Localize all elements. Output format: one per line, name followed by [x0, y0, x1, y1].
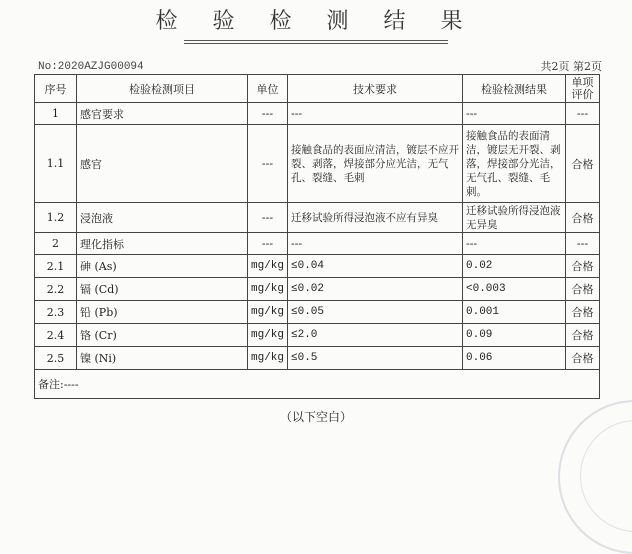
- cell-seq: 2.5: [35, 347, 77, 370]
- cell-result: 0.06: [463, 347, 566, 370]
- cell-unit: ---: [248, 103, 288, 125]
- cell-seq: 1.2: [35, 203, 77, 233]
- cell-seq: 1.1: [35, 125, 77, 203]
- cell-requirement: ≤0.5: [288, 347, 463, 370]
- report-number: No:2020AZJG00094: [38, 61, 144, 73]
- cell-evaluation: ---: [566, 233, 600, 255]
- table-row: [35, 255, 600, 278]
- cell-evaluation: 合格: [566, 347, 600, 370]
- cell-requirement: 迁移试验所得浸泡液不应有异臭: [288, 203, 463, 233]
- cell-item: 感官: [77, 125, 248, 203]
- cell-unit: mg/kg: [248, 347, 288, 370]
- cell-item: 铅 (Pb): [77, 301, 248, 324]
- cell-result: ---: [463, 233, 566, 255]
- header-unit: 单位: [248, 75, 288, 103]
- cell-evaluation: 合格: [566, 278, 600, 301]
- cell-requirement: ≤0.02: [288, 278, 463, 301]
- cell-item: 理化指标: [77, 233, 248, 255]
- header-evaluation: [566, 75, 600, 103]
- cell-seq: 2: [35, 233, 77, 255]
- cell-unit: ---: [248, 203, 288, 233]
- cell-item: 镍 (Ni): [77, 347, 248, 370]
- cell-requirement: ≤0.04: [288, 255, 463, 278]
- cell-unit: ---: [248, 233, 288, 255]
- cell-seq: 2.3: [35, 301, 77, 324]
- table-row: [35, 301, 600, 324]
- cell-result: 0.02: [463, 255, 566, 278]
- page-info: 共2页 第2页: [540, 60, 602, 73]
- table-row: [35, 233, 600, 255]
- table-row: [35, 103, 600, 125]
- cell-evaluation: ---: [566, 103, 600, 125]
- cell-result: 接触食品的表面清洁，镀层无开裂、剥落，焊接部分光洁，无气孔、裂缝、毛刺。: [463, 125, 566, 203]
- cell-result: <0.003: [463, 278, 566, 301]
- cell-item: 铬 (Cr): [77, 324, 248, 347]
- cell-requirement: 接触食品的表面应清洁，镀层不应开裂、剥落，焊接部分应光洁，无气孔、裂缝、毛刺: [288, 125, 463, 203]
- cell-requirement: ---: [288, 233, 463, 255]
- header-evaluation-line1: 单项: [571, 75, 594, 89]
- results-table: [34, 74, 600, 399]
- cell-item: 浸泡液: [77, 203, 248, 233]
- cell-result: 迁移试验所得浸泡液无异臭: [463, 203, 566, 233]
- header-seq: 序号: [35, 75, 77, 103]
- table-row: [35, 278, 600, 301]
- cell-requirement: ≤0.05: [288, 301, 463, 324]
- cell-item: 感官要求: [77, 103, 248, 125]
- cell-result: ---: [463, 103, 566, 125]
- cell-unit: mg/kg: [248, 255, 288, 278]
- cell-unit: ---: [248, 125, 288, 203]
- table-row: [35, 125, 600, 203]
- remarks-cell: 备注:----: [35, 370, 600, 399]
- cell-seq: 2.2: [35, 278, 77, 301]
- cell-unit: mg/kg: [248, 324, 288, 347]
- report-title: 检 验 检 测 结 果: [155, 9, 477, 34]
- cell-requirement: ≤2.0: [288, 324, 463, 347]
- cell-unit: mg/kg: [248, 301, 288, 324]
- cell-seq: 2.4: [35, 324, 77, 347]
- title-underline: [184, 40, 448, 41]
- table-row: [35, 203, 600, 233]
- cell-result: 0.09: [463, 324, 566, 347]
- remarks-row: [35, 370, 600, 399]
- cell-item: 镉 (Cd): [77, 278, 248, 301]
- table-header-row: [35, 75, 600, 103]
- title-underline-double: [184, 43, 448, 44]
- cell-evaluation: 合格: [566, 255, 600, 278]
- cell-seq: 1: [35, 103, 77, 125]
- table-row: [35, 324, 600, 347]
- header-requirement: 技术要求: [288, 75, 463, 103]
- cell-evaluation: 合格: [566, 324, 600, 347]
- end-note: （以下空白）: [279, 410, 352, 424]
- table-row: [35, 347, 600, 370]
- cell-unit: mg/kg: [248, 278, 288, 301]
- header-evaluation-line2: 评价: [571, 87, 594, 101]
- cell-item: 砷 (As): [77, 255, 248, 278]
- header-result: 检验检测结果: [463, 75, 566, 103]
- cell-result: 0.001: [463, 301, 566, 324]
- cell-requirement: ---: [288, 103, 463, 125]
- cell-evaluation: 合格: [566, 301, 600, 324]
- cell-evaluation: 合格: [566, 203, 600, 233]
- cell-seq: 2.1: [35, 255, 77, 278]
- header-item: 检验检测项目: [77, 75, 248, 103]
- cell-evaluation: 合格: [566, 125, 600, 203]
